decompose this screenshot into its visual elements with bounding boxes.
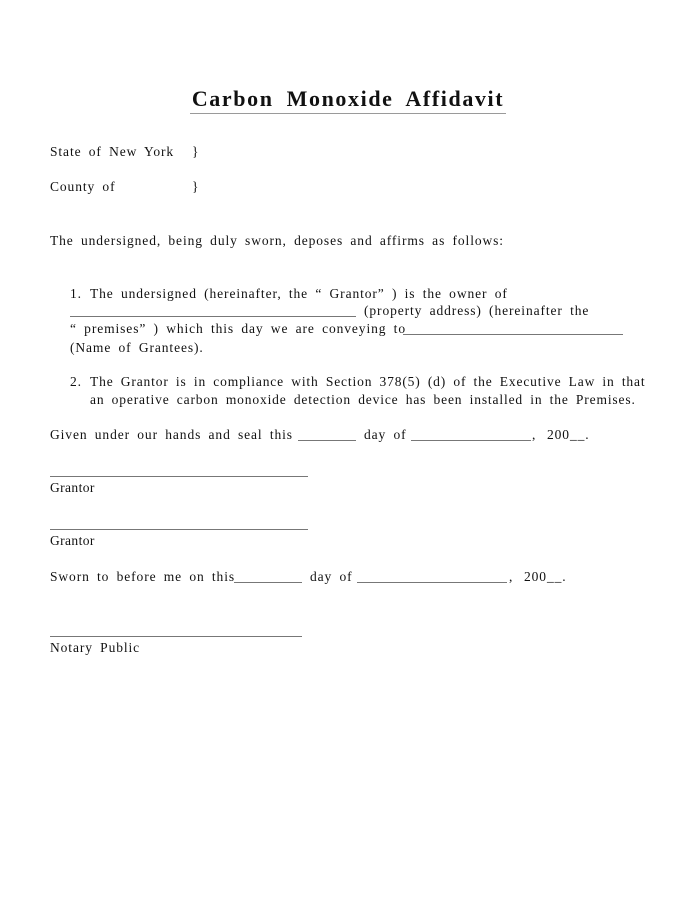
county-brace: } (192, 179, 199, 194)
given-comma: , (532, 427, 537, 442)
sworn-year: 200__. (524, 569, 567, 584)
sworn-day-blank[interactable] (234, 582, 302, 583)
county-label: County of (50, 179, 116, 194)
item-1-number: 1. (70, 286, 82, 301)
given-month-blank[interactable] (411, 440, 531, 441)
grantor-1-signature-line[interactable] (50, 476, 308, 477)
sworn-day-of: day of (310, 569, 353, 584)
given-year: 200__. (547, 427, 590, 442)
grantor-2-signature-line[interactable] (50, 529, 308, 530)
item-1-line1: The undersigned (hereinafter, the “ Grantor” ) is the owner of (90, 286, 508, 301)
item-2-line1: The Grantor is in compliance with Section 378(5) (d) of the Executive Law in that (90, 374, 646, 389)
grantees-name-blank[interactable] (403, 334, 623, 335)
grantor-1-label: Grantor (50, 480, 95, 495)
given-day-blank[interactable] (298, 440, 356, 441)
sworn-comma: , (509, 569, 514, 584)
given-day-of: day of (364, 427, 407, 442)
item-2-line2: an operative carbon monoxide detection device has been installed in the Premises. (90, 392, 636, 407)
document-title (0, 86, 696, 112)
state-label: State of New York (50, 144, 175, 159)
sworn-prefix: Sworn to before me on this (50, 569, 236, 584)
intro-paragraph: The undersigned, being duly sworn, deposes and affirms as follows: (50, 233, 504, 248)
item-1-line4: (Name of Grantees). (70, 340, 204, 355)
notary-label: Notary Public (50, 640, 141, 655)
item-2-number: 2. (70, 374, 82, 389)
property-address-blank[interactable] (70, 316, 356, 317)
item-1-line3: “ premises” ) which this day we are conveying to (70, 321, 406, 336)
item-1-line2: (property address) (hereinafter the (364, 303, 590, 318)
state-brace: } (192, 144, 199, 159)
title-text: Carbon Monoxide Affidavit (190, 86, 506, 114)
notary-signature-line[interactable] (50, 636, 302, 637)
given-prefix: Given under our hands and seal this (50, 427, 293, 442)
sworn-month-blank[interactable] (357, 582, 507, 583)
grantor-2-label: Grantor (50, 533, 95, 548)
